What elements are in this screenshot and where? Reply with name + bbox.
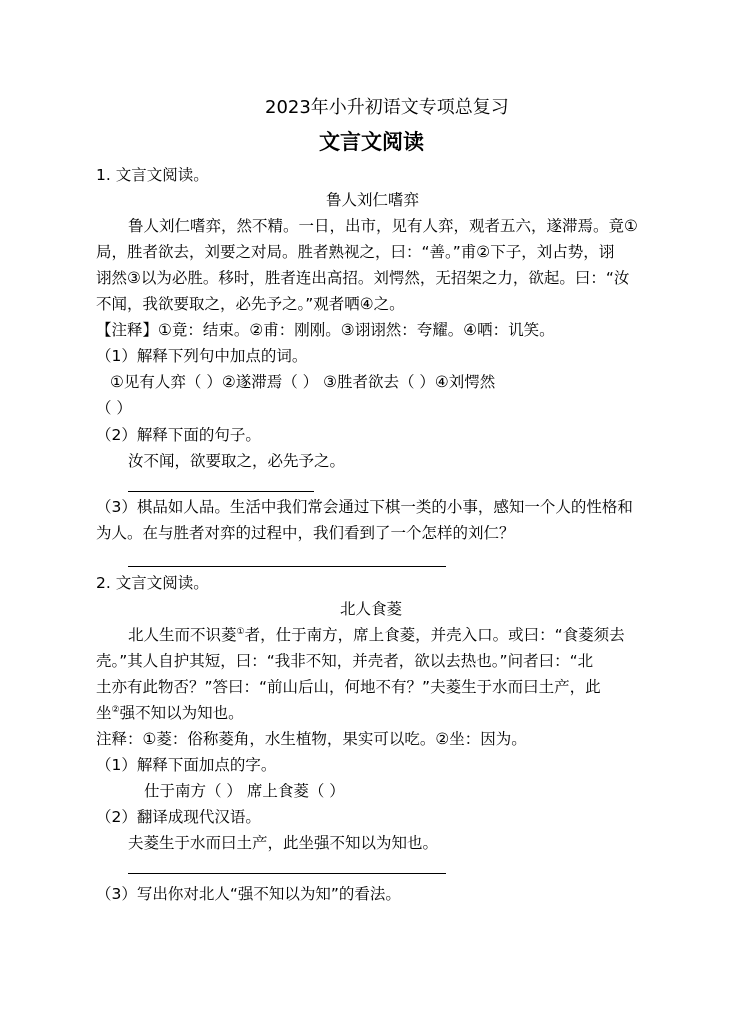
q1-note: 【注释】①竟：结束。②甫：刚刚。③诩诩然：夸耀。④哂：讥笑。 [96, 321, 555, 339]
page-subtitle: 文言文阅读 [319, 129, 424, 154]
q2-sub2-answer-line[interactable] [128, 873, 446, 874]
q2-passage-line-1 [128, 625, 625, 645]
q2-passage-line-3: 土亦有此物否？”答曰：“前山后山，何地不有？”夫菱生于水而曰土产，此 [96, 678, 601, 696]
q2-line1-footnote-mark: ① [236, 626, 245, 637]
q1-passage-title: 鲁人刘仁嗜弈 [326, 191, 420, 209]
q1-passage-line-3: 诩然③以为必胜。移时，胜者连出高招。刘愕然，无招架之力，欲起。曰：“汝 [96, 269, 630, 287]
q2-line4-text-a: 坐 [96, 704, 112, 722]
q2-line1-text-a: 北人生而不识菱 [128, 626, 237, 644]
q1-sub1-items: ①见有人弈（ ）②遂滞焉（ ） ③胜者欲去（ ）④刘愕然 [110, 373, 496, 391]
q2-label: 2. 文言文阅读。 [96, 574, 209, 592]
q2-line1-text-b: 者，仕于南方，席上食菱，并壳入口。或曰：“食菱须去 [244, 626, 625, 644]
q2-sub3-label: （3）写出你对北人“强不知以为知”的看法。 [96, 885, 401, 903]
q2-sub1-items: 仕于南方（ ） 席上食菱（ ） [144, 782, 345, 800]
q2-note: 注释：①菱：俗称菱角，水生植物，果实可以吃。②坐：因为。 [96, 730, 527, 748]
q1-sub3-line-1: （3）棋品如人品。生活中我们常会通过下棋一类的小事，感知一个人的性格和 [96, 498, 633, 516]
q1-sub1-continuation: （ ） [96, 399, 132, 417]
q2-passage-line-4 [96, 703, 244, 723]
q1-passage-line-2: 局，胜者欲去，刘要之对局。胜者熟视之，曰：“善。”甫②下子，刘占势，诩 [96, 243, 615, 261]
q1-sub2-sentence: 汝不闻，欲要取之，必先予之。 [128, 452, 346, 470]
q2-passage-line-2: 壳。”其人自护其短，曰：“我非不知，并壳者，欲以去热也。”问者曰：“北 [96, 652, 594, 670]
q1-passage-line-4: 不闻，我欲要取之，必先予之。”观者哂④之。 [96, 295, 405, 313]
q1-sub3-answer-line[interactable] [128, 566, 446, 567]
q1-sub1-label: （1）解释下列句中加点的词。 [96, 347, 308, 365]
q1-label: 1. 文言文阅读。 [96, 166, 209, 184]
page-title: 2023年小升初语文专项总复习 [265, 97, 509, 118]
q2-line4-footnote-mark: ② [111, 704, 120, 715]
q1-sub2-label: （2）解释下面的句子。 [96, 426, 261, 444]
q2-sub2-sentence: 夫菱生于水而曰土产，此坐强不知以为知也。 [128, 834, 439, 852]
q1-sub3-line-2: 为人。在与胜者对弈的过程中，我们看到了一个怎样的刘仁？ [96, 524, 515, 542]
q2-line4-text-b: 强不知以为知也。 [119, 704, 244, 722]
q1-passage-line-1: 鲁人刘仁嗜弈，然不精。一日，出市，见有人弈，观者五六，遂滞焉。竟① [128, 217, 638, 235]
q2-passage-title: 北人食菱 [340, 600, 403, 618]
q1-sub2-answer-line[interactable] [128, 491, 314, 492]
q2-sub1-label: （1）解释下面加点的字。 [96, 756, 277, 774]
q2-sub2-label: （2）翻译成现代汉语。 [96, 808, 261, 826]
